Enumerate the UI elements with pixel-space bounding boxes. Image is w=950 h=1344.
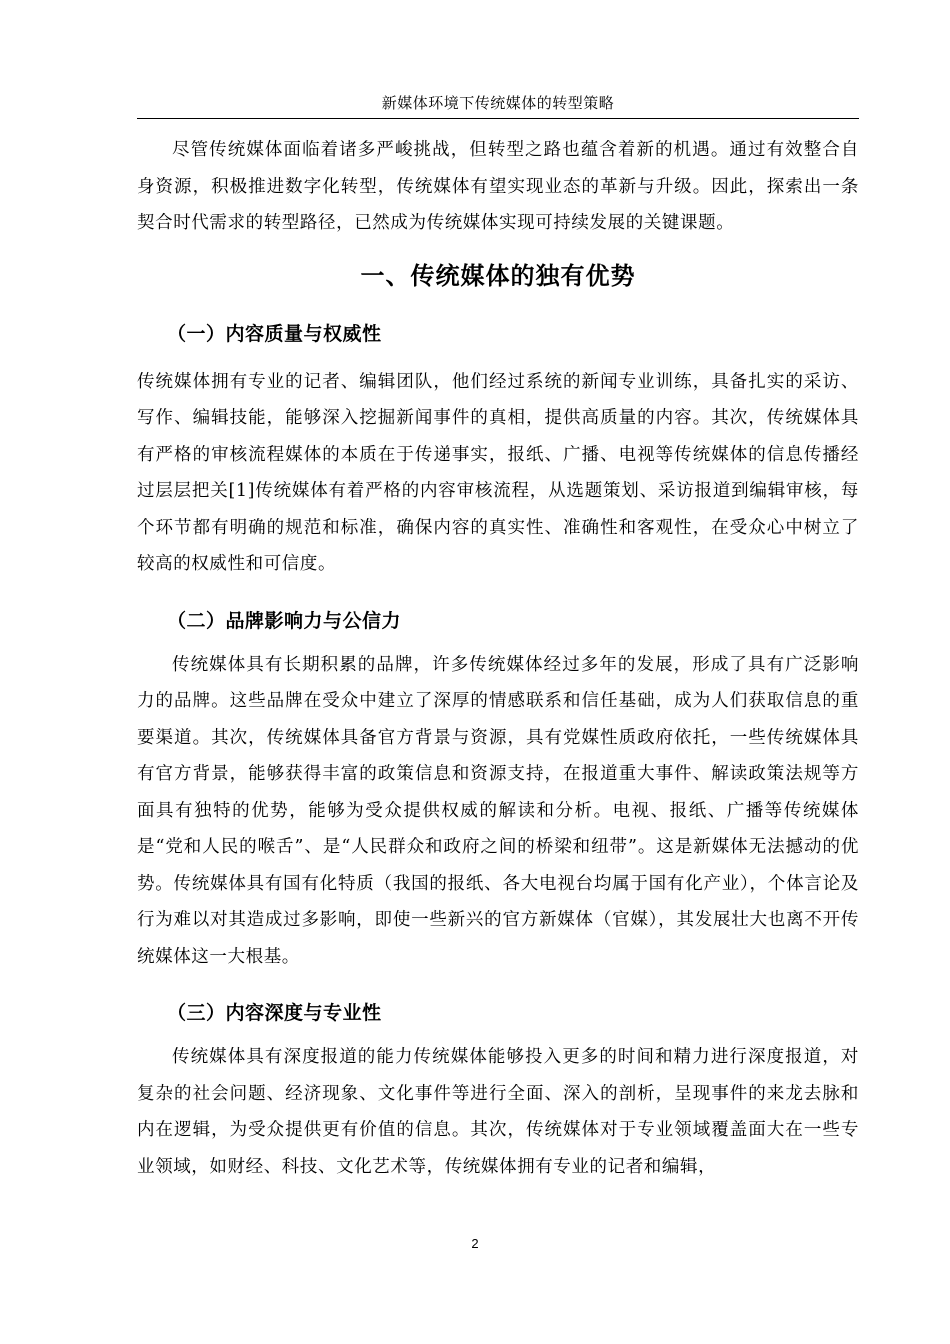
section-paragraph-brand-influence: 传统媒体具有长期积累的品牌，许多传统媒体经过多年的发展，形成了具有广泛影响力的品牌。这些品牌在受众中建立了深厚的情感联系和信任基础，成为人们获取信息的重要渠道。其次，传统媒体具备官方背景与资源，具有党媒性质政府依托，一些传统媒体具有官方背景，能够获得丰富的政策信息和资源支持，在报道重大事件、解读政策法规等方面具有独特的优势，能够为受众提供权威的解读和分析。电视、报纸、广播等传统媒体是“党和人民的喉舌”、是“人民群众和政府之间的桥梁和纽带”。这是新媒体无法撼动的优势。传统媒体具有国有化特质（我国的报纸、各大电视台均属于国有化产业），个体言论及行为难以对其造成过多影响，即使一些新兴的官方新媒体（官媒），其发展壮大也离不开传统媒体这一大根基。 — [137, 654, 859, 967]
page-number: 2 — [471, 1236, 479, 1251]
document-body — [137, 132, 859, 1185]
page-header — [137, 92, 859, 119]
section-title-content-quality: （一）内容质量与权威性 — [167, 322, 382, 345]
section-paragraph-content-quality: 传统媒体拥有专业的记者、编辑团队，他们经过系统的新闻专业训练，具备扎实的采访、写作、编辑技能，能够深入挖掘新闻事件的真相，提供高质量的内容。其次，传统媒体具有严格的审核流程媒体的本质在于传递事实，报纸、广播、电视等传统媒体的信息传播经过层层把关[1]传统媒体有着严格的内容审核流程，从选题策划、采访报道到编辑审核，每个环节都有明确的规范和标准，确保内容的真实性、准确性和客观性，在受众心中树立了较高的权威性和可信度。 — [137, 371, 859, 574]
section-title-content-depth: （三）内容深度与专业性 — [167, 1002, 382, 1024]
running-title: 新媒体环境下传统媒体的转型策略 — [381, 94, 615, 112]
section-paragraph-content-depth: 传统媒体具有深度报道的能力传统媒体能够投入更多的时间和精力进行深度报道，对复杂的社会问题、经济现象、文化事件等进行全面、深入的剖析，呈现事件的来龙去脉和内在逻辑，为受众提供更有价值的信息。其次，传统媒体对于专业领域覆盖面大在一些专业领域，如财经、科技、文化艺术等，传统媒体拥有专业的记者和编辑， — [137, 1047, 859, 1177]
intro-paragraph: 尽管传统媒体面临着诸多严峻挑战，但转型之路也蕴含着新的机遇。通过有效整合自身资源，积极推进数字化转型，传统媒体有望实现业态的革新与升级。因此，探索出一条契合时代需求的转型路径，已然成为传统媒体实现可持续发展的关键课题。 — [137, 140, 859, 233]
section-title-brand-influence: （二）品牌影响力与公信力 — [167, 609, 402, 632]
chapter-title: 一、传统媒体的独有优势 — [360, 261, 636, 290]
